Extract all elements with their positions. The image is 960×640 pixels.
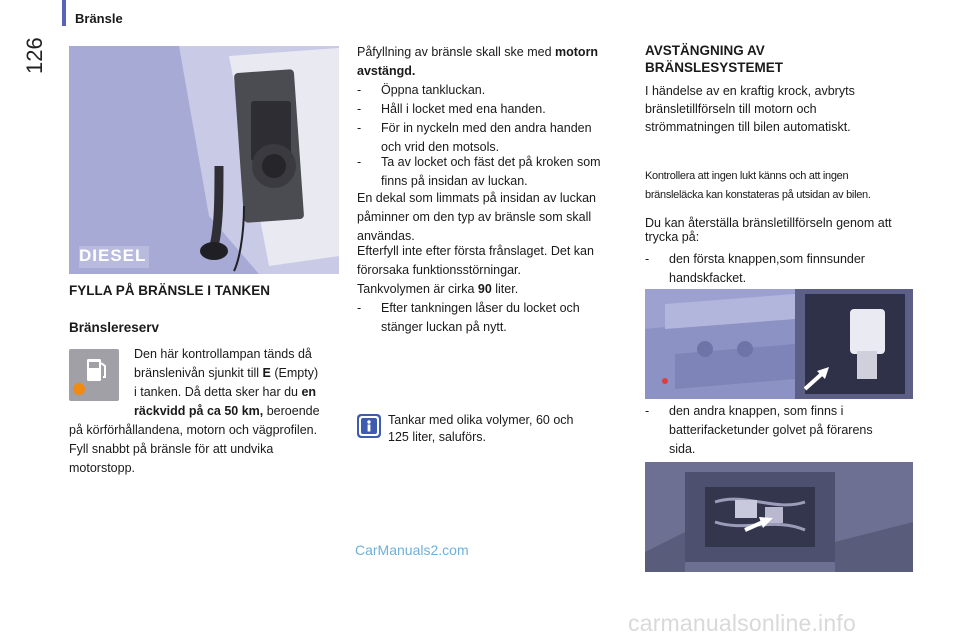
reset-step-first-button	[645, 250, 865, 288]
refuel-intro-bold: motorn	[555, 45, 599, 59]
reserve-line-7: motorstopp.	[69, 461, 136, 475]
step-text-continued: och vrid den motsols.	[381, 140, 500, 154]
step-hold-cap	[357, 100, 546, 119]
reserve-line-2-text: bränslenivån sjunkit till	[134, 366, 263, 380]
reserve-line-3-bold: en	[301, 385, 317, 399]
tank-volume	[357, 280, 518, 299]
info-note-line-2: 125 liter, saluförs.	[388, 430, 486, 444]
step-open-flap	[357, 81, 485, 100]
carmanuals-watermark[interactable]: CarManuals2.com	[355, 542, 469, 558]
reserve-range-bold: räckvidd på ca 50 km,	[134, 404, 264, 418]
refuel-intro-text: Påfyllning av bränsle skall ske med	[357, 45, 556, 59]
decal-line-3: användas.	[357, 229, 415, 243]
reserve-line-2	[134, 364, 318, 383]
section-marker-bar	[62, 0, 66, 26]
step-text-continued: sida.	[669, 442, 696, 456]
reserve-line-6: Fyll snabbt på bränsle för att undvika	[69, 442, 274, 456]
refuel-intro-line-1	[357, 43, 598, 62]
glovebox-button-photo	[645, 289, 913, 399]
refill-warning-line-2: förorsaka funktionsstörningar.	[357, 263, 521, 277]
shutoff-text-line-3: strömmatningen till bilen automatiskt.	[645, 120, 851, 134]
footer-watermark[interactable]: carmanualsonline.info	[628, 610, 856, 636]
step-text: Efter tankningen låser du locket och	[381, 301, 580, 315]
page-number: 126	[22, 37, 47, 74]
step-text: Öppna tankluckan.	[381, 83, 486, 97]
step-text-continued: finns på insidan av luckan.	[381, 174, 528, 188]
shutoff-heading-line-1: AVSTÄNGNING AV	[645, 43, 765, 58]
tank-volume-unit: liter.	[491, 282, 519, 296]
reset-line-1: Du kan återställa bränsletillförseln genom att	[645, 216, 892, 230]
fuel-warning-lamp-icon	[69, 349, 119, 401]
section-title: Bränsle	[75, 11, 123, 26]
decal-line-1: En dekal som limmats på insidan av luckan	[357, 191, 597, 205]
reserve-line-4	[134, 402, 320, 421]
fill-fuel-heading: FYLLA PÅ BRÄNSLE I TANKEN	[69, 283, 270, 298]
step-text-continued: batterifacketunder golvet på förarens	[669, 423, 873, 437]
reset-step-second-button	[645, 402, 873, 459]
reserve-line-4-text: beroende	[263, 404, 320, 418]
tank-volume-value: 90	[477, 282, 492, 296]
refuel-intro-line-2	[357, 62, 415, 81]
fuel-flap-photo	[69, 46, 339, 274]
info-note-line-1: Tankar med olika volymer, 60 och	[388, 413, 574, 427]
bullet-dash: -	[645, 404, 650, 418]
shutoff-text-line-1: I händelse av en kraftig krock, avbryts	[645, 84, 855, 98]
info-icon	[357, 414, 381, 438]
reserve-line-2-suffix: (Empty)	[270, 366, 319, 380]
reserve-line-5: på körförhållandena, motorn och vägprofilen.	[69, 423, 318, 437]
leak-check-line-1: Kontrollera att ingen lukt känns och att ingen	[645, 170, 849, 182]
bullet-dash: -	[357, 121, 362, 135]
reserve-line-1: Den här kontrollampan tänds då	[134, 347, 312, 361]
bullet-dash: -	[357, 102, 362, 116]
step-text: Ta av locket och fäst det på kroken som	[381, 155, 601, 169]
bullet-dash: -	[357, 155, 362, 169]
step-text: För in nyckeln med den andra handen	[381, 121, 592, 135]
step-text: Håll i locket med ena handen.	[381, 102, 546, 116]
shutoff-heading-line-2: BRÄNSLESYSTEMET	[645, 60, 784, 75]
refuel-intro-bold-2: avstängd.	[357, 64, 416, 78]
step-insert-key	[357, 119, 592, 157]
step-text: den första knappen,som finnsunder	[669, 252, 865, 266]
step-text: den andra knappen, som finns i	[669, 404, 844, 418]
refill-warning-line-1: Efterfyll inte efter första frånslaget. Det kan	[357, 244, 594, 258]
battery-compartment-photo	[645, 462, 913, 572]
step-text-continued: handskfacket.	[669, 271, 747, 285]
bullet-dash: -	[645, 252, 650, 266]
tank-volume-text: Tankvolymen är cirka	[357, 282, 478, 296]
decal-line-2: påminner om den typ av bränsle som skall	[357, 210, 592, 224]
bullet-dash: -	[357, 301, 362, 315]
reset-line-2: trycka på:	[645, 230, 700, 244]
step-remove-cap	[357, 153, 601, 191]
empty-indicator-letter: E	[262, 366, 271, 380]
step-lock-cap	[357, 299, 580, 337]
reserve-line-3	[134, 383, 316, 402]
step-text-continued: stänger luckan på nytt.	[381, 320, 507, 334]
bullet-dash: -	[357, 83, 362, 97]
leak-check-line-2: bränsleläcka kan konstateras på utsidan av bilen.	[645, 189, 871, 201]
fuel-reserve-subheading: Bränslereserv	[69, 320, 160, 335]
reserve-line-3-text: i tanken. Då detta sker har du	[134, 385, 302, 399]
photo-diesel-label: DIESEL	[79, 246, 147, 265]
shutoff-text-line-2: bränsletillförseln till motorn och	[645, 102, 817, 116]
